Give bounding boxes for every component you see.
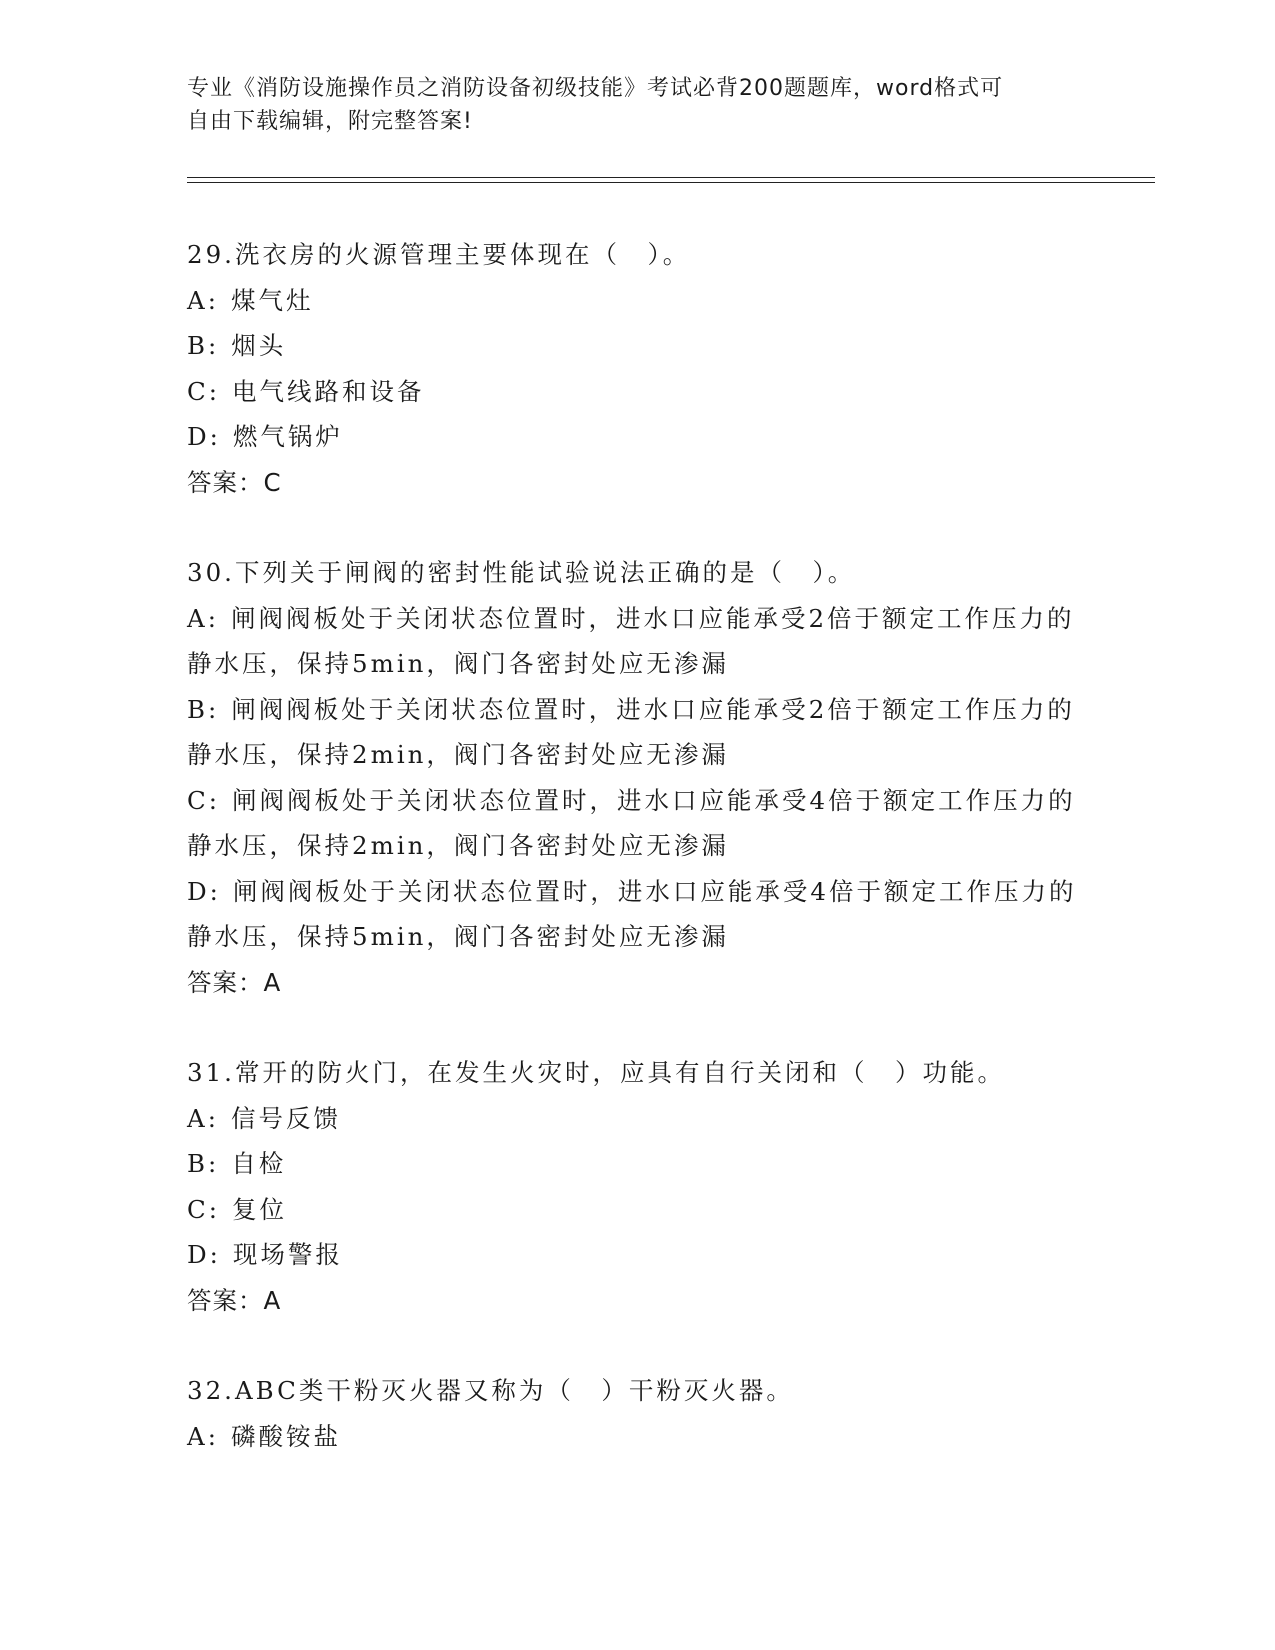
option-letter: A: [187,285,219,315]
option-text: 自检 [231,1149,287,1178]
option-letter: C: [187,785,221,815]
header-line-1: 专业《消防设施操作员之消防设备初级技能》考试必背200题题库，word格式可 [187,76,1004,101]
question-31 [187,1050,1087,1323]
option-letter: D: [187,876,221,906]
question-list [187,232,1087,1504]
option-letter: A: [187,1103,219,1133]
header-divider-top [187,177,1155,178]
answer-line: 答案：A [187,1285,282,1315]
question-30 [187,550,1087,1005]
option-letter: C: [187,376,221,406]
option-c [187,778,1087,869]
option-letter: B: [187,694,220,724]
option-a [187,1096,1087,1142]
option-text: 闸阀阀板处于关闭状态位置时，进水口应能承受4倍于额定工作压力的静水压，保持5min，阀门各密封处应无渗漏 [187,876,1077,951]
option-text: 磷酸铵盐 [230,1421,341,1451]
option-b [187,687,1087,778]
option-b [187,323,1087,369]
option-text: 电气线路和设备 [232,376,425,406]
question-title: 32.ABC类干粉灭火器又称为（ ）干粉灭火器。 [187,1376,794,1405]
question-32 [187,1368,1087,1459]
option-a [187,596,1087,687]
option-letter: A: [187,603,219,633]
question-title: 30.下列关于闸阀的密封性能试验说法正确的是（ ）。 [187,558,856,587]
option-letter: D: [187,1240,221,1269]
option-letter: B: [187,1149,220,1178]
option-text: 闸阀阀板处于关闭状态位置时，进水口应能承受2倍于额定工作压力的静水压，保持2min，阀门各密封处应无渗漏 [187,694,1075,769]
option-d [187,1232,1087,1278]
option-d [187,414,1087,460]
option-text: 闸阀阀板处于关闭状态位置时，进水口应能承受4倍于额定工作压力的静水压，保持2min，阀门各密封处应无渗漏 [187,785,1076,860]
option-a [187,278,1087,324]
question-29 [187,232,1087,505]
option-text: 复位 [232,1194,288,1224]
question-title: 29.洗衣房的火源管理主要体现在（ ）。 [187,240,691,269]
option-letter: D: [187,422,221,451]
option-letter: C: [187,1194,221,1224]
option-c [187,369,1087,415]
question-title: 31.常开的防火门，在发生火灾时，应具有自行关闭和（ ）功能。 [187,1058,1005,1087]
option-a [187,1414,1087,1460]
option-text: 煤气灶 [230,285,314,315]
option-text: 烟头 [231,331,287,360]
answer-line: 答案：C [187,467,282,497]
answer-line: 答案：A [187,967,282,997]
option-text: 现场警报 [232,1240,343,1269]
option-text: 燃气锅炉 [232,422,343,451]
option-b [187,1141,1087,1187]
header-divider-bottom [187,182,1155,183]
option-text: 信号反馈 [230,1103,341,1133]
header-line-2: 自由下载编辑，附完整答案! [187,109,473,134]
option-letter: A: [187,1421,219,1451]
option-d [187,869,1087,960]
option-c [187,1187,1087,1233]
document-header [187,72,1087,138]
option-letter: B: [187,331,220,360]
option-text: 闸阀阀板处于关闭状态位置时，进水口应能承受2倍于额定工作压力的静水压，保持5min，阀门各密封处应无渗漏 [187,603,1075,678]
